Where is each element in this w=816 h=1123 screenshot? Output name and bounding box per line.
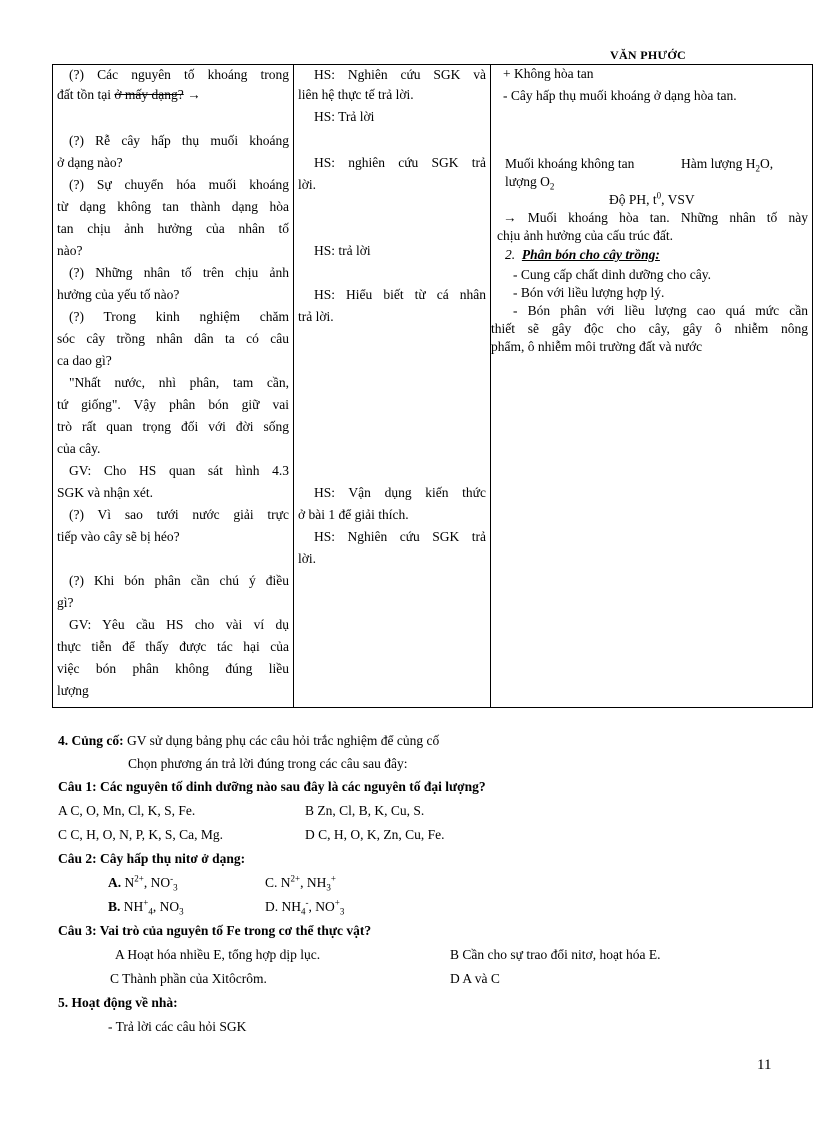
student-line: trả lời. xyxy=(298,309,334,324)
teacher-line: thực tiễn để thấy được tác hại của xyxy=(57,639,289,654)
q2-option-b: B. $NH^+_4$, $NO_3$ xyxy=(108,897,184,917)
student-line: liên hệ thực tế trả lời. xyxy=(298,87,414,102)
teacher-line: trò rất quan trọng đối với đời sống xyxy=(57,419,289,434)
author-header: VĂN PHƯỚC xyxy=(610,48,686,62)
teacher-line: ở dạng nào? xyxy=(57,155,123,170)
content-line: → Muối khoáng hòa tan. Những nhân tố này xyxy=(503,210,808,225)
teacher-line: GV: Yêu cầu HS cho vài ví dụ xyxy=(69,617,289,632)
teacher-line: từ dạng không tan thành dạng hòa xyxy=(57,199,289,214)
student-line: HS: Vận dụng kiến thức xyxy=(314,485,486,500)
content-line: chịu ảnh hưởng của cấu trúc đất. xyxy=(497,228,674,243)
student-line: HS: Trả lời xyxy=(314,109,375,124)
arrow-icon: → xyxy=(187,87,201,102)
content-line: - Bón với liều lượng hợp lý. xyxy=(513,285,665,300)
teacher-line: ca dao gì? xyxy=(57,353,112,368)
teacher-line: (?) Các nguyên tố khoáng trong xyxy=(69,67,289,82)
teacher-line: gì? xyxy=(57,595,74,610)
student-line: HS: trả lời xyxy=(314,243,371,258)
q3-option-c: C Thành phần của Xitôcrôm. xyxy=(110,971,267,986)
student-line: lời. xyxy=(298,551,317,566)
content-line: lượng $O_2$ xyxy=(505,174,555,192)
content-line: 2. Phân bón cho cây trồng: xyxy=(505,247,660,262)
q2-option-c: C. $N^{2+}$, $NH_3^+$ xyxy=(265,873,336,893)
teacher-line: "Nhất nước, nhì phân, tam cần, xyxy=(69,375,289,390)
teacher-line: (?) Trong kinh nghiệm chăm xyxy=(69,309,289,324)
student-activity-column xyxy=(294,65,491,708)
q3-option-d: D A và C xyxy=(450,971,500,986)
student-line: HS: Nghiên cứu SGK và xyxy=(314,67,486,82)
teacher-line: của cây. xyxy=(57,441,101,456)
teacher-line: đất tồn tại ở mấy dạng? → xyxy=(57,87,201,102)
content-column xyxy=(491,65,813,708)
student-line: ở bài 1 để giải thích. xyxy=(298,507,409,522)
q1-option-b: B Zn, Cl, B, K, Cu, S. xyxy=(305,803,425,818)
teacher-line: tan chịu ảnh hưởng của nhân tố xyxy=(57,221,289,236)
content-line: thiết sẽ gây độc cho cây, gây ô nhiễm nông xyxy=(491,321,808,336)
homework-item: - Trả lời các câu hỏi SGK xyxy=(108,1019,247,1034)
teacher-line: (?) Vì sao tưới nước giải trực xyxy=(69,507,289,522)
content-line: Độ PH, $t^0$, VSV xyxy=(609,190,695,207)
homework-heading: 5. Hoạt động về nhà: xyxy=(58,995,178,1010)
content-line: Muối khoáng không tan xyxy=(505,156,635,171)
content-line: + Không hòa tan xyxy=(503,66,594,81)
content-line: - Cung cấp chất dinh dưỡng cho cây. xyxy=(513,267,712,282)
teacher-line: (?) Khi bón phân cần chú ý điều xyxy=(69,573,289,588)
student-line: HS: Nghiên cứu SGK trả xyxy=(314,529,486,544)
content-line: - Bón phân với liều lượng cao quá mức cần xyxy=(513,303,808,318)
teacher-activity-column xyxy=(53,65,294,708)
consolidation-instruction: Chọn phương án trả lời đúng trong các câu sau đây: xyxy=(128,756,408,771)
teacher-line: sóc cây trồng nhân dân ta có câu xyxy=(57,331,289,346)
q1-option-a: A C, O, Mn, Cl, K, S, Fe. xyxy=(58,803,196,818)
consolidation-intro: 4. Củng cố: GV sử dụng bảng phụ các câu hỏi trắc nghiệm để củng cố xyxy=(58,733,440,748)
teacher-line: tứ giống". Vậy phân bón giữ vai xyxy=(57,397,289,412)
teacher-line: tiếp vào cây sẽ bị héo? xyxy=(57,529,180,544)
question-3: Câu 3: Vai trò của nguyên tố Fe trong cơ thể thực vật? xyxy=(58,923,372,938)
student-line: lời. xyxy=(298,177,317,192)
q1-option-c: C C, H, O, N, P, K, S, Ca, Mg. xyxy=(58,827,224,842)
teacher-line: (?) Sự chuyển hóa muối khoáng xyxy=(69,177,289,192)
content-line: Hàm lượng $H_2O$, xyxy=(681,156,774,174)
q3-option-b: B Cần cho sự trao đổi nitơ, hoạt hóa E. xyxy=(450,947,661,962)
teacher-line: lượng xyxy=(57,683,89,698)
question-1: Câu 1: Các nguyên tố dinh dưỡng nào sau đây là các nguyên tố đại lượng? xyxy=(58,779,486,794)
teacher-line: GV: Cho HS quan sát hình 4.3 xyxy=(69,463,289,478)
q2-option-a: A. $N^{2+}$, $NO^-_3$ xyxy=(108,873,178,893)
teacher-line: việc bón phân không đúng liều xyxy=(57,661,289,676)
content-line: phẩm, ô nhiễm môi trường đất và nước xyxy=(491,339,703,354)
teacher-line: nào? xyxy=(57,243,83,258)
q2-option-d: D. $NH_4^-$, $NO^+_3$ xyxy=(265,897,345,917)
teacher-line: hưởng của yếu tố nào? xyxy=(57,287,180,302)
page-number: 11 xyxy=(757,1057,772,1073)
teacher-line: (?) Những nhân tố trên chịu ảnh xyxy=(69,265,289,280)
lesson-table xyxy=(52,64,813,708)
content-line: - Cây hấp thụ muối khoáng ở dạng hòa tan. xyxy=(503,88,737,103)
q1-option-d: D C, H, O, K, Zn, Cu, Fe. xyxy=(305,827,445,842)
question-2: Câu 2: Cây hấp thụ nitơ ở dạng: xyxy=(58,851,246,866)
q3-option-a: A Hoạt hóa nhiều E, tổng hợp dịp lục. xyxy=(115,947,321,962)
student-line: HS: nghiên cứu SGK trả xyxy=(314,155,486,170)
teacher-line: (?) Rễ cây hấp thụ muối khoáng xyxy=(69,133,289,148)
teacher-line: SGK và nhận xét. xyxy=(57,485,153,500)
student-line: HS: Hiểu biết từ cá nhân xyxy=(314,287,486,302)
